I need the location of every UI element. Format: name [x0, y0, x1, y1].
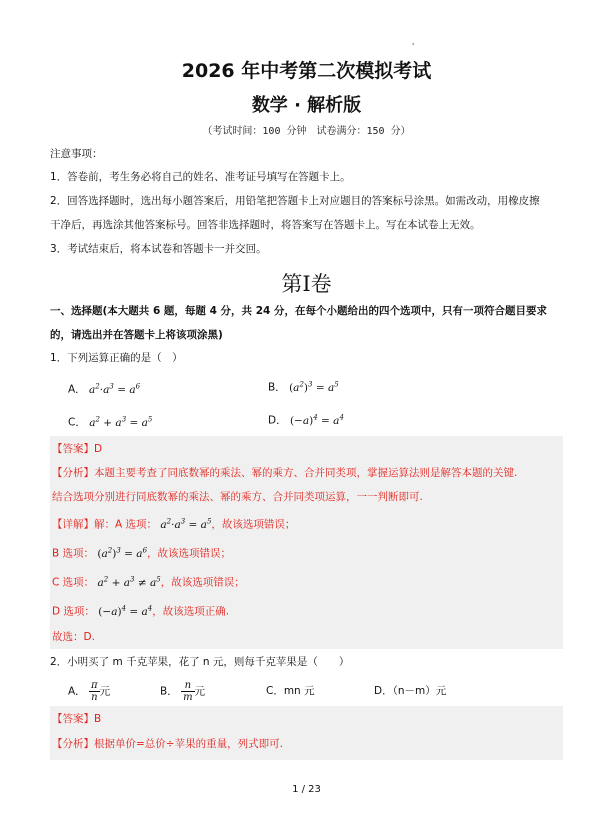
q1-detail-d-post: ，故该选项正确. — [152, 605, 230, 618]
q1-detail-a-expr: $a^2\cdot a^3 = a^5$ — [160, 517, 212, 531]
q2-option-a — [68, 680, 110, 703]
q2-solution-box — [50, 706, 563, 760]
q1-option-a-expr: $a^2\cdot a^3 = a^6$ — [89, 382, 141, 396]
q1-option-d-label: D． — [268, 414, 287, 427]
q1-detail-d — [52, 601, 229, 619]
q1-option-d — [268, 410, 344, 428]
q2-option-a-unit: 元 — [99, 685, 111, 698]
q1-detail-c — [52, 572, 245, 590]
note-item-1: 1．答卷前，考生务必将自己的姓名、准考证号填写在答题卡上。 — [50, 171, 351, 183]
notes-heading: 注意事项： — [50, 148, 103, 160]
q2-option-b-num: n — [181, 680, 194, 692]
q1-stem: 1．下列运算正确的是（ ） — [50, 352, 183, 364]
q1-detail-a — [52, 514, 295, 532]
q1-detail-b-post: ，故该选项错误； — [147, 547, 232, 560]
q1-answer: 【答案】D — [52, 443, 103, 455]
q2-analysis — [52, 737, 283, 751]
section-intro-1: 一、选择题(本大题共 6 题，每题 4 分，共 24 分，在每个小题给出的四个选项中，只有一项符合题目要求 — [50, 305, 547, 317]
q1-option-b-label: B． — [268, 381, 286, 394]
q2-option-a-fraction — [89, 680, 100, 703]
q2-option-a-den: n — [91, 692, 98, 703]
q1-option-b — [268, 377, 339, 395]
q2-analysis-tag: 【分析】 — [52, 738, 94, 750]
q2-option-b-unit: 元 — [194, 685, 206, 698]
q1-option-a-label: A． — [68, 383, 86, 396]
q1-option-b-expr: $(a^2)^3 = a^5$ — [289, 380, 339, 394]
q1-option-c — [68, 412, 152, 430]
q2-option-d: D．（n－m）元 — [374, 685, 447, 697]
q2-option-b-fraction — [181, 680, 194, 703]
q2-option-b-label: B． — [160, 685, 178, 698]
q1-analysis-tag: 【分析】 — [52, 467, 94, 479]
q1-analysis-text: 本题主要考查了同底数幂的乘法、幂的乘方、合并同类项，掌握运算法则是解答本题的关键. — [94, 467, 518, 479]
q1-detail-a-post: ，故该选项错误； — [211, 518, 296, 531]
note-item-3: 3．考试结束后，将本试卷和答题卡一并交回。 — [50, 243, 267, 255]
exam-info: （考试时间：100 分钟 试卷满分：150 分） — [202, 126, 411, 137]
q1-detail-b-expr: $(a^2)^3 = a^6$ — [97, 546, 148, 560]
q1-detail-c-post: ，故该选项错误； — [160, 576, 245, 589]
note-item-2-cont: 干净后，再选涂其他答案标号。回答非选择题时，将答案写在答题卡上。写在本试卷上无效。 — [50, 219, 481, 231]
q2-option-b — [160, 680, 205, 703]
q1-option-d-expr: $(-a)^4 = a^4$ — [289, 413, 344, 427]
q2-answer: 【答案】B — [52, 713, 102, 725]
note-item-2: 2．回答选择题时，选出每小题答案后，用铅笔把答题卡上对应题目的答案标号涂黑。如需改动，用橡皮擦 — [50, 195, 540, 207]
volume-heading: 第Ⅰ卷 — [281, 272, 332, 296]
q2-option-a-num: π — [91, 680, 98, 691]
q1-option-c-expr: $a^2 + a^3 = a^5$ — [89, 415, 153, 429]
q1-detail-b — [52, 543, 231, 561]
q1-detail-a-pre: 解：A 选项： — [94, 518, 158, 531]
q2-option-a-label: A． — [68, 685, 86, 698]
q1-detail-c-expr: $a^2 + a^3 \ne a^5$ — [97, 575, 161, 589]
q1-option-c-label: C． — [68, 416, 86, 429]
q1-option-a — [68, 379, 140, 397]
q2-option-c: C．mn 元 — [266, 685, 315, 697]
q2-option-b-den: m — [183, 692, 193, 703]
q2-stem: 2．小明买了 m 千克苹果，花了 n 元，则每千克苹果是（ ） — [50, 656, 350, 668]
q1-detail-d-expr: $(-a)^4 = a^4$ — [98, 604, 153, 618]
q1-detail-b-pre: B 选项： — [52, 547, 95, 560]
section-intro-2: 的，请选出并在答题卡上将该项涂黑) — [50, 329, 223, 341]
exam-subtitle: 数学 · 解析版 — [251, 95, 362, 116]
page-number: 1 / 23 — [292, 784, 321, 795]
q1-detail-d-pre: D 选项： — [52, 605, 95, 618]
q2-analysis-text: 根据单价=总价÷苹果的重量，列式即可. — [94, 738, 283, 750]
q1-detail-tag: 【详解】 — [52, 518, 94, 531]
q1-analysis-1 — [52, 466, 517, 480]
q1-detail-c-pre: C 选项： — [52, 576, 95, 589]
q1-analysis-2: 结合选项分别进行同底数幂的乘法、幂的乘方、合并同类项运算，一一判断即可. — [52, 491, 423, 503]
q1-conclusion: 故选：D. — [52, 631, 95, 643]
header-mark: ' — [412, 42, 415, 51]
exam-title: 2026 年中考第二次模拟考试 — [181, 60, 432, 82]
